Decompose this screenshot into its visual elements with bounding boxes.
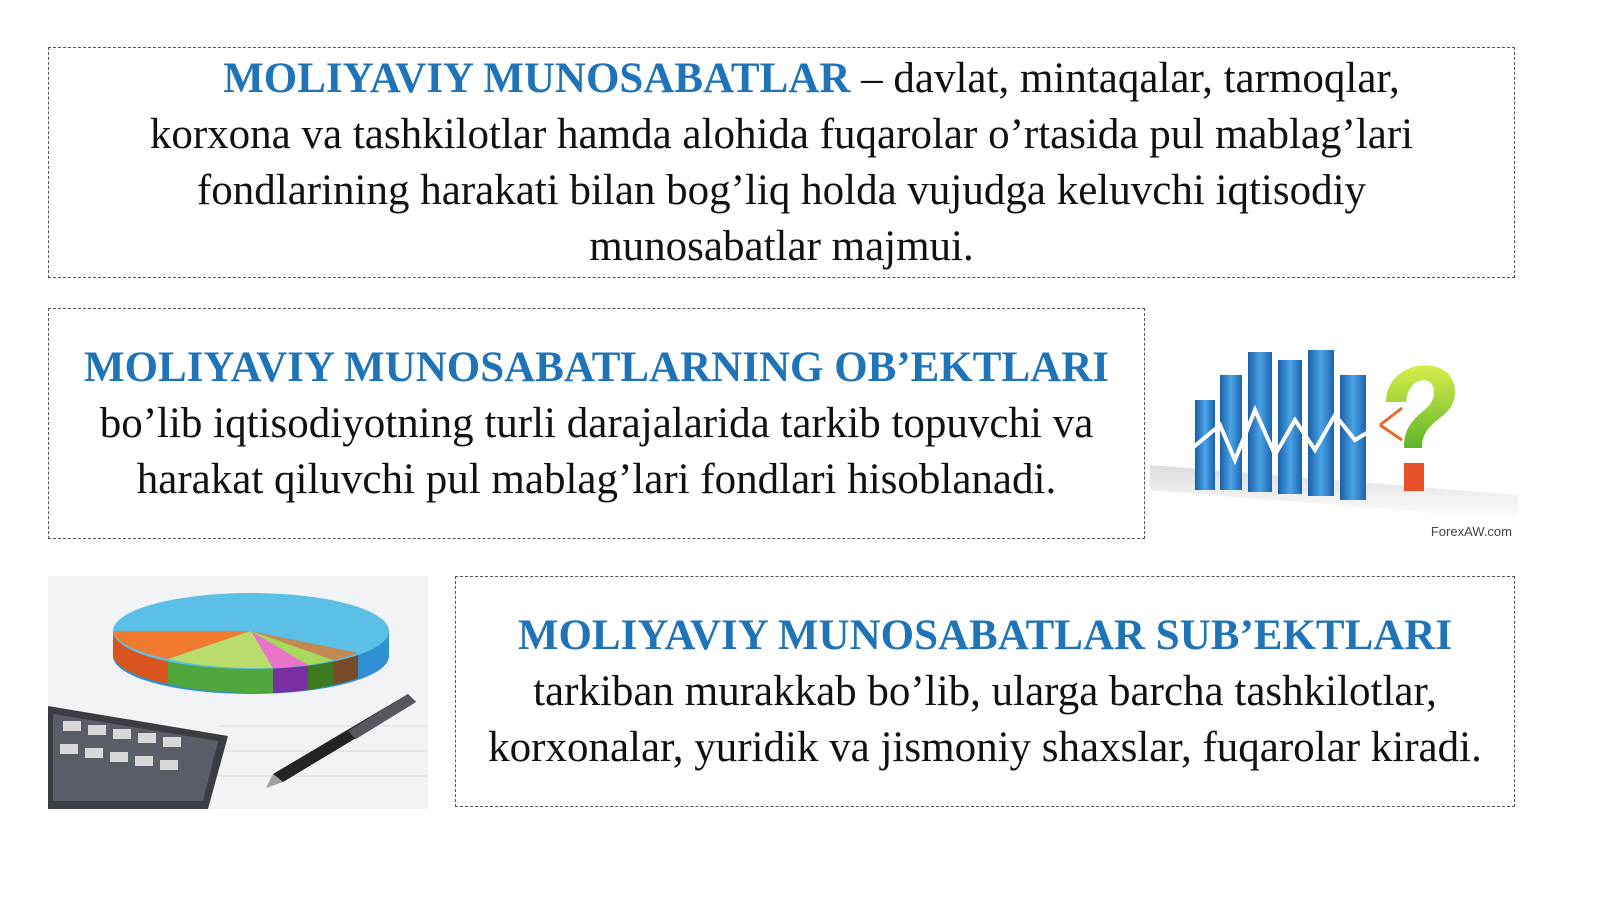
definition-text: tarkiban murakkab bo’lib, ularga barcha tashkilotlar, korxonalar, yuridik va jismoniy shaxslar, fuqarolar kiradi. [488, 667, 1482, 771]
definition-paragraph [476, 608, 1494, 776]
definition-paragraph [79, 340, 1114, 508]
bar-chart-question-illustration [1150, 330, 1518, 545]
definition-term: MOLIYAVIY MUNOSABATLARNING OB’EKTLARI [84, 343, 1109, 391]
definition-term: MOLIYAVIY MUNOSABATLAR [223, 54, 851, 102]
bar-chart-question-image [1150, 330, 1518, 545]
pie-chart-calculator-pen-illustration [48, 576, 428, 809]
definition-box-subjects [455, 576, 1515, 807]
definition-paragraph [109, 51, 1454, 275]
definition-text: – davlat, mintaqalar, tarmoqlar, korxona va tashkilotlar hamda alohida fuqarolar o’rtasida pul mablag’lari fondlarining harakati bilan bog’liq holda vujudga keluvchi iqtisodiy munosabatlar majmui. [149, 54, 1414, 270]
pie-chart-calculator-image [48, 576, 428, 809]
definition-box-financial-relations [48, 47, 1515, 278]
definition-text: bo’lib iqtisodiyotning turli darajalarida tarkib topuvchi va harakat qiluvchi pul mablag’lari fondlari hisoblanadi. [99, 399, 1094, 503]
watermark-text: ForexAW.com [1430, 524, 1512, 539]
definition-term: MOLIYAVIY MUNOSABATLAR SUB’EKTLARI [517, 611, 1453, 659]
definition-box-objects [48, 308, 1145, 539]
